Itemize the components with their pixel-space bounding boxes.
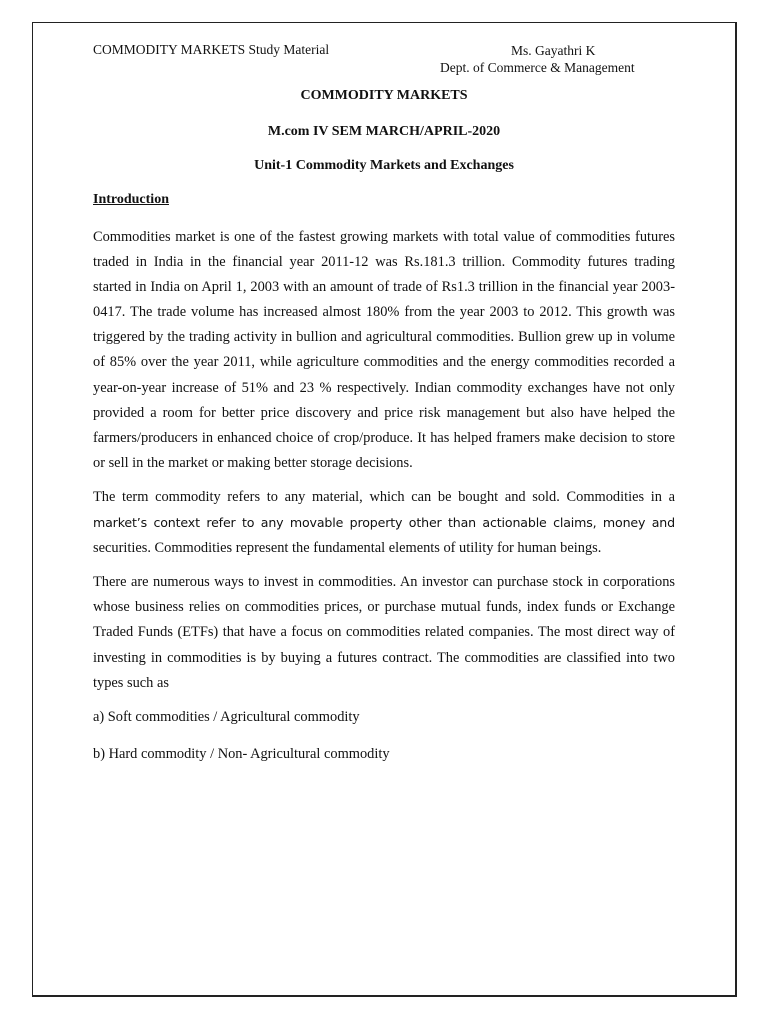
paragraph-investing-ways: There are numerous ways to invest in commodities. An investor can purchase stock in corporations whose business relies on commodities prices, or purchase mutual funds, index funds or Exchange Traded Funds (ETFs) that have a focus on commodities related companies. The most direct way of investing in commodities is by buying a futures contract. The commodities are classified into two types such as [93, 574, 675, 691]
paragraph-commodity-definition-start: The term commodity refers to any material, which can be bought and sold. Commodities in a [93, 488, 675, 505]
header-department: Dept. of Commerce & Management [440, 60, 635, 75]
header-course-material: COMMODITY MARKETS Study Material [93, 42, 330, 57]
document-title: COMMODITY MARKETS [300, 88, 468, 103]
list-item-soft-commodities: a) Soft commodities / Agricultural commodity [93, 708, 360, 725]
paragraph-market-overview: Commodities market is one of the fastest growing markets with total value of commodities futures traded in India in the financial year 2011-12 was Rs.181.3 trillion. Commodity futures trading started in India on April 1, 2003 with an amount of trade of Rs1.3 trillion in the financial year 2003-0417. The trade volume has increased almost 180% from the year 2003 to 2012. This growth was triggered by the trading activity in bullion and agricultural commodities. Bullion grew up in volume of 85% over the year 2011, while agriculture commodities and the energy commodities recorded a year-on-year increase of 51% and 23 % respectively. Indian commodity exchanges have not only provided a room for better price discovery and price risk management but also have helped the farmers/producers in enhanced choice of crop/produce. It has helped framers make decision to store or sell in the market or making better storage decisions. [93, 229, 675, 471]
header-author-block [440, 42, 635, 76]
header-author-name: Ms. Gayathri K [511, 43, 596, 58]
section-heading-introduction: Introduction [93, 192, 169, 207]
course-title: M.com IV SEM MARCH/APRIL-2020 [267, 124, 501, 139]
paragraph-commodity-definition [93, 485, 675, 561]
list-item-hard-commodities: b) Hard commodity / Non- Agricultural commodity [93, 745, 390, 762]
document-body [93, 225, 675, 779]
paragraph-commodity-definition-end: securities. Commodities represent the fundamental elements of utility for human beings. [93, 540, 602, 557]
unit-title: Unit-1 Commodity Markets and Exchanges [254, 158, 514, 173]
paragraph-commodity-definition-middle: market’s context refer to any movable property other than actionable claims, money and [93, 515, 675, 531]
